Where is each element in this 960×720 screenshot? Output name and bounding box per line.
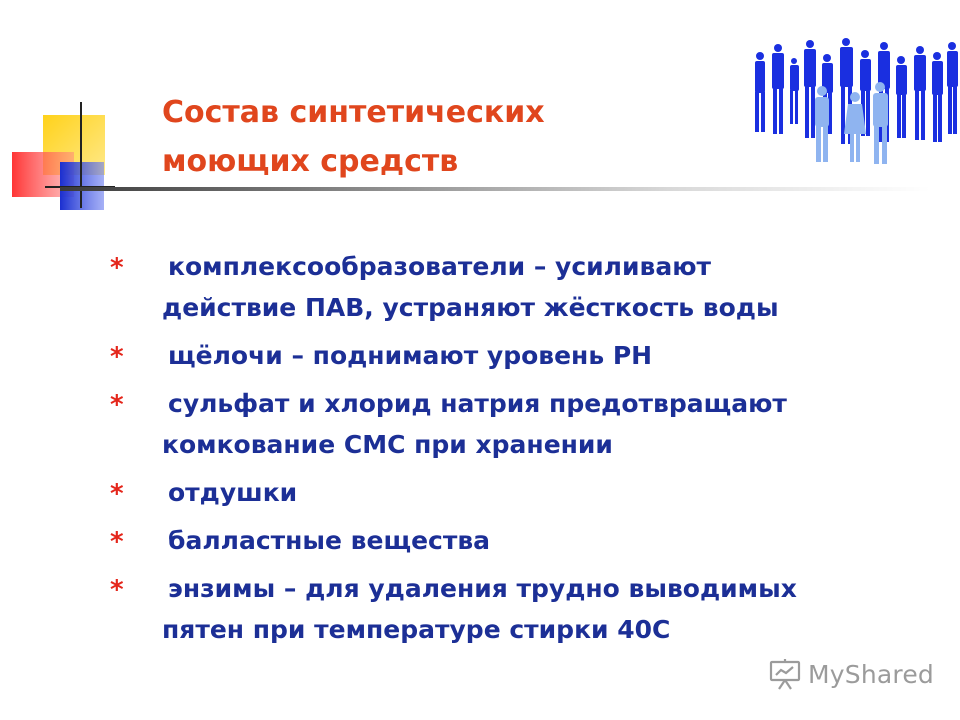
bullet-text-continued: комкование СМС при хранении [162, 430, 613, 459]
bullet-text: балластные вещества [168, 526, 491, 555]
bullet-asterisk: * [110, 390, 124, 420]
bullet-asterisk: * [110, 479, 124, 509]
presentation-board-icon [768, 658, 802, 690]
bullet-asterisk: * [110, 575, 124, 605]
bullet-text: комплексообразователи – усиливают [168, 252, 711, 281]
bullet-text: щёлочи – поднимают уровень РН [168, 341, 653, 370]
bullet-text: отдушки [168, 478, 298, 507]
title-line-2: моющих средств [162, 144, 459, 179]
bullet-asterisk: * [110, 527, 124, 557]
bullet-text-continued: действие ПАВ, устраняют жёсткость воды [162, 293, 779, 322]
list-item [106, 472, 936, 513]
list-item [106, 383, 936, 465]
bullet-text: сульфат и хлорид натрия предотвращают [168, 389, 787, 418]
crowd-silhouettes-icon [748, 38, 960, 164]
list-item [106, 246, 936, 328]
list-item [106, 335, 936, 376]
bullet-text-continued: пятен при температуре стирки 40С [162, 615, 671, 644]
watermark-text: MyShared [808, 659, 934, 689]
decorative-squares-graphic [0, 0, 160, 230]
title-line-1: Состав синтетических [162, 95, 545, 130]
bullet-asterisk: * [110, 253, 124, 283]
title-divider [60, 187, 930, 191]
list-item [106, 568, 936, 650]
slide-title [162, 88, 682, 186]
myshared-watermark [768, 656, 934, 692]
bullet-asterisk: * [110, 342, 124, 372]
list-item [106, 520, 936, 561]
bullet-list [106, 246, 936, 657]
bullet-text: энзимы – для удаления трудно выводимых [168, 574, 797, 603]
